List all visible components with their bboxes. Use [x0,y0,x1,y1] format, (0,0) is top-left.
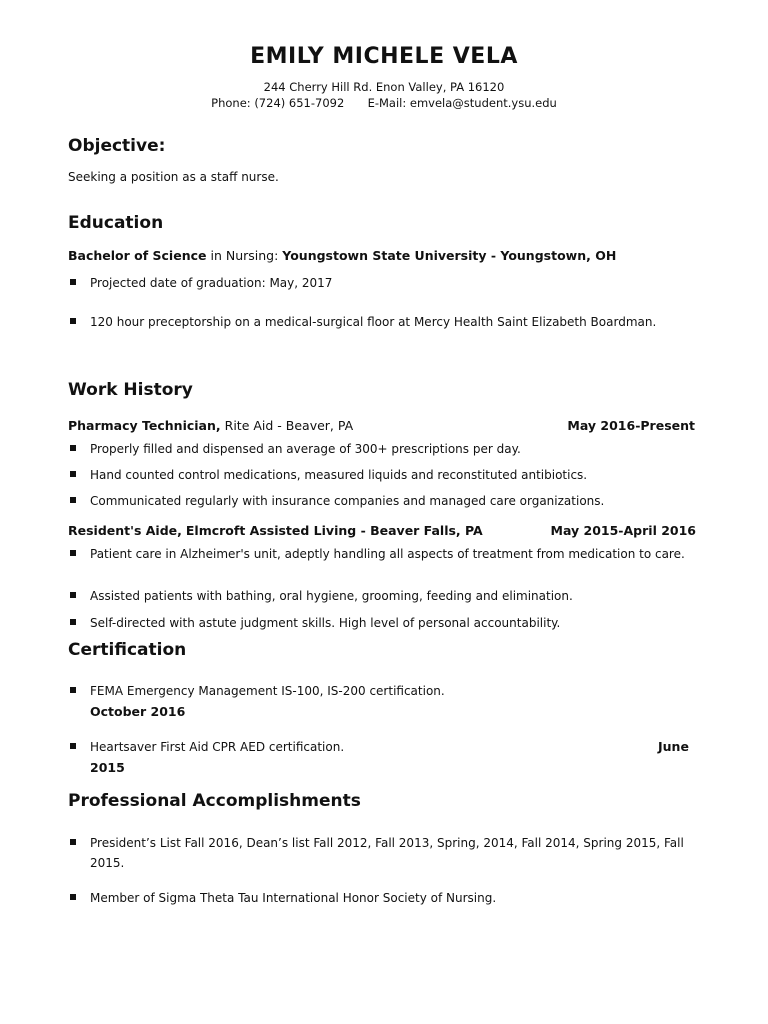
work-history-heading: Work History [68,380,193,400]
cert-date-part2: 2015 [90,760,125,775]
bullet-icon [70,839,76,845]
job-title: Pharmacy Technician, [68,418,221,433]
education-degree-line [68,248,616,263]
bullet-icon [70,318,76,324]
list-item: Hand counted control medications, measured liquids and reconstituted antibiotics. [68,466,688,484]
list-item: 120 hour preceptorship on a medical-surgical floor at Mercy Health Saint Elizabeth Boardman. [68,313,688,331]
job-title: Resident's Aide, [68,523,182,538]
list-item: Member of Sigma Theta Tau International Honor Society of Nursing. [68,889,688,907]
objective-text: Seeking a position as a staff nurse. [68,170,279,184]
job-dates: May 2015-April 2016 [550,523,696,538]
list-item: Projected date of graduation: May, 2017 [68,274,688,292]
cert-date: October 2016 [90,704,186,719]
degree-text: Bachelor of Science [68,248,207,263]
email-text: E-Mail: emvela@student.ysu.edu [367,96,557,110]
bullet-icon [70,445,76,451]
bullet-icon [70,279,76,285]
list-item: FEMA Emergency Management IS-100, IS-200 certification. [68,682,688,700]
phone-text: Phone: (724) 651-7092 [211,96,345,110]
bullet-icon [70,592,76,598]
bullet-icon [70,743,76,749]
applicant-name: EMILY MICHELE VELA [250,44,518,69]
bullet-icon [70,894,76,900]
bullet-icon [70,687,76,693]
degree-field: in Nursing: [210,248,279,263]
job-dates: May 2016-Present [567,418,695,433]
accomplishments-heading: Professional Accomplishments [68,791,361,811]
contact-line [0,96,768,110]
job-title-line [68,523,483,538]
job-employer: Elmcroft Assisted Living - Beaver Falls, PA [185,523,483,538]
job-employer: Rite Aid - Beaver, PA [224,418,354,433]
bullet-icon [70,497,76,503]
job-title-line [68,418,353,433]
certification-heading: Certification [68,640,187,660]
list-item: Communicated regularly with insurance companies and managed care organizations. [68,492,688,510]
list-item: Properly filled and dispensed an average of 300+ prescriptions per day. [68,440,688,458]
education-heading: Education [68,213,164,233]
bullet-icon [70,619,76,625]
bullet-icon [70,471,76,477]
bullet-icon [70,550,76,556]
list-item: Heartsaver First Aid CPR AED certification. [68,738,688,756]
objective-heading: Objective: [68,136,166,156]
cert-date-part1: June [658,739,689,754]
list-item: Self-directed with astute judgment skills. High level of personal accountability. [68,614,688,632]
list-item: President’s List Fall 2016, Dean’s list Fall 2012, Fall 2013, Spring, 2014, Fall 2014, Spring 2015, Fall 2015. [68,833,688,873]
list-item: Assisted patients with bathing, oral hygiene, grooming, feeding and elimination. [68,587,688,605]
address-line: 244 Cherry Hill Rd. Enon Valley, PA 16120 [263,80,505,94]
school-text: Youngstown State University - Youngstown, OH [282,248,617,263]
list-item: Patient care in Alzheimer's unit, adeptly handling all aspects of treatment from medication to care. [68,545,688,563]
